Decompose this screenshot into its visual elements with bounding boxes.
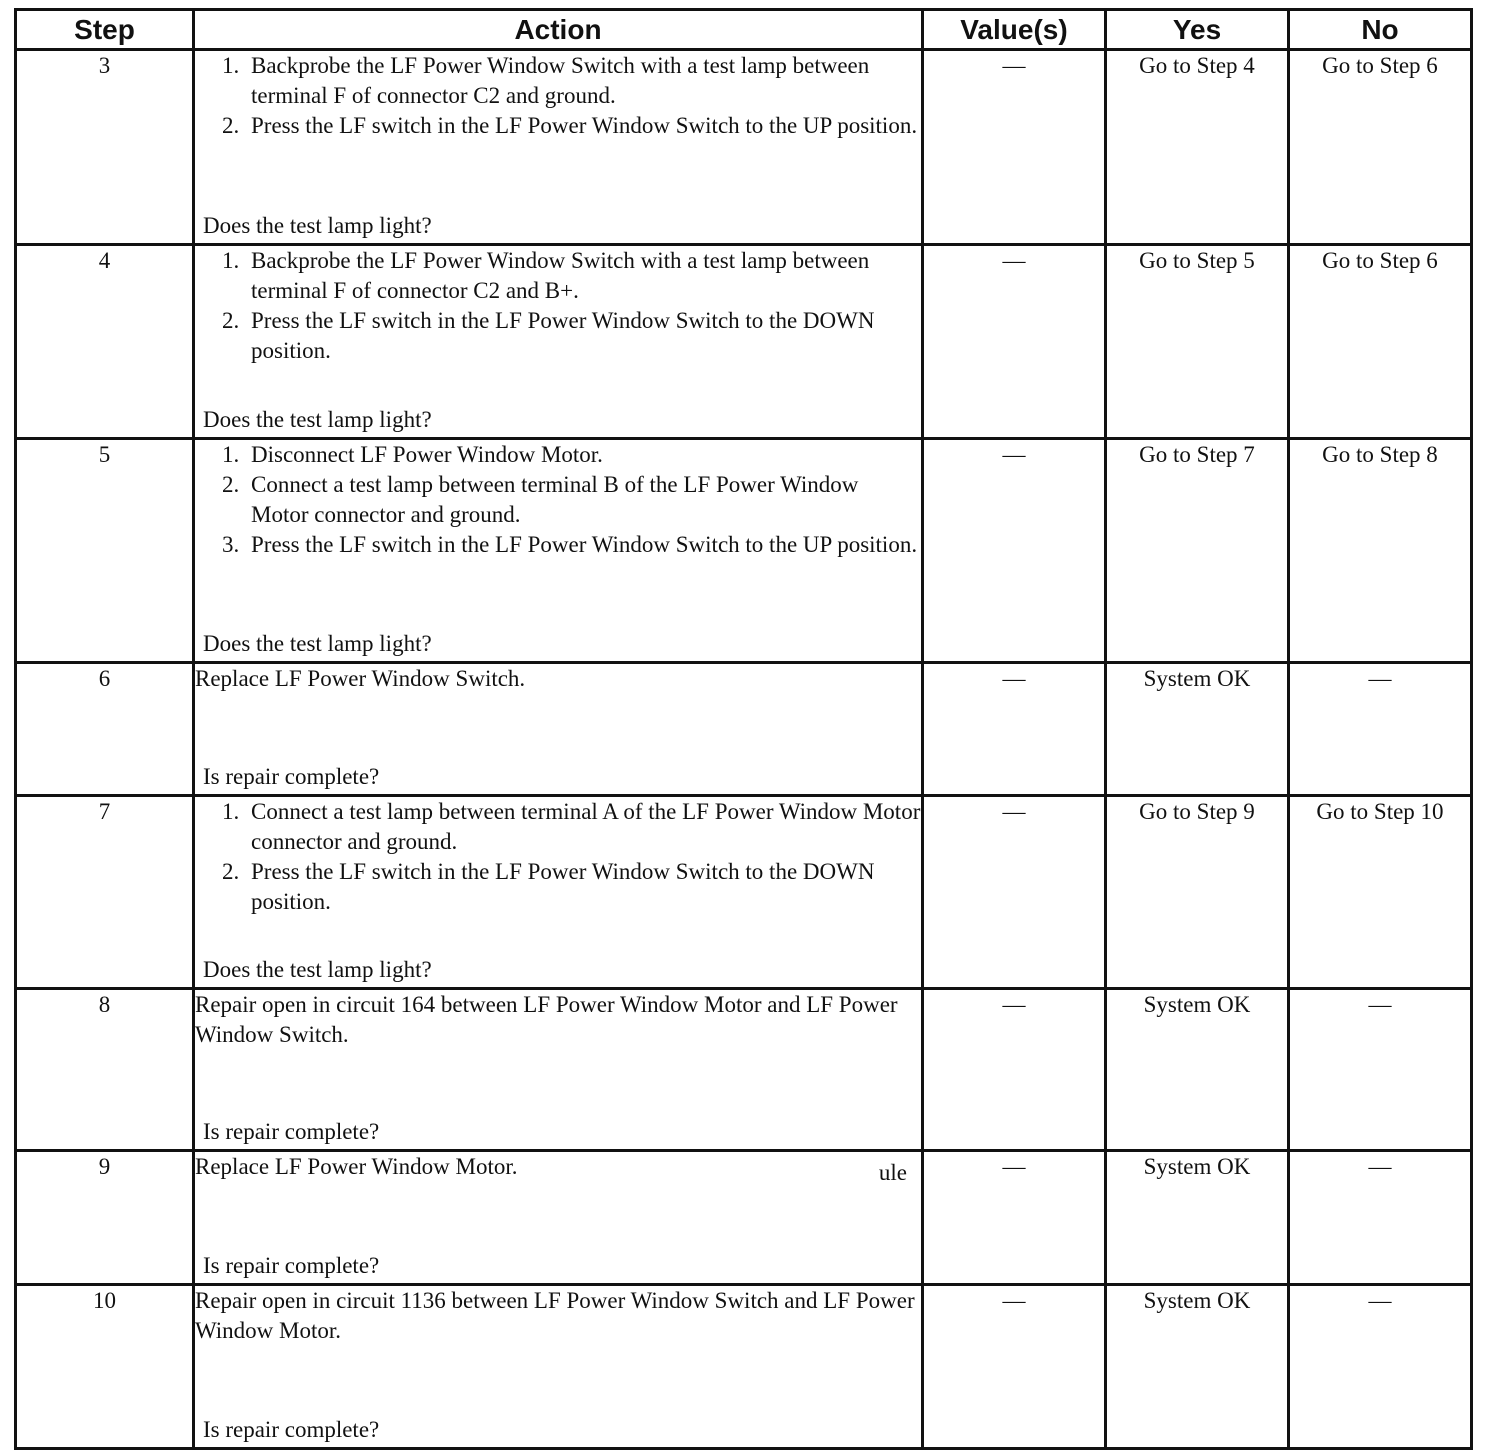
action-question: Is repair complete?	[203, 764, 380, 789]
action-question: Is repair complete?	[203, 1253, 380, 1278]
header-action: Action	[194, 10, 923, 50]
step-number: 7	[16, 796, 194, 989]
table-row	[16, 439, 1472, 663]
header-values: Value(s)	[923, 10, 1106, 50]
table-row	[16, 1151, 1472, 1285]
step-number: 3	[16, 50, 194, 245]
value-cell: —	[923, 796, 1106, 989]
action-question: Does the test lamp light?	[203, 957, 432, 982]
yes-cell: Go to Step 9	[1106, 796, 1289, 989]
action-item: 1. Backprobe the LF Power Window Switch with a test lamp between terminal F of connector C2 and ground.	[245, 51, 921, 111]
table-row	[16, 50, 1472, 245]
value-cell: —	[923, 1151, 1106, 1285]
yes-cell: Go to Step 7	[1106, 439, 1289, 663]
yes-cell: System OK	[1106, 663, 1289, 796]
value-cell: —	[923, 439, 1106, 663]
action-cell	[194, 50, 923, 245]
action-question: Is repair complete?	[203, 1417, 380, 1442]
table-row	[16, 663, 1472, 796]
action-item: 3. Press the LF switch in the LF Power Window Switch to the UP position.	[245, 530, 921, 560]
value-cell: —	[923, 1285, 1106, 1449]
header-no: No	[1289, 10, 1472, 50]
no-cell: Go to Step 6	[1289, 245, 1472, 439]
table-row	[16, 796, 1472, 989]
action-list	[195, 51, 921, 141]
action-cell	[194, 796, 923, 989]
value-cell: —	[923, 245, 1106, 439]
header-step: Step	[16, 10, 194, 50]
action-question: Is repair complete?	[203, 1119, 380, 1144]
action-question: Does the test lamp light?	[203, 631, 432, 656]
yes-cell: Go to Step 4	[1106, 50, 1289, 245]
step-number: 9	[16, 1151, 194, 1285]
value-cell: —	[923, 663, 1106, 796]
action-item: 2. Connect a test lamp between terminal B of the LF Power Window Motor connector and ground.	[245, 470, 921, 530]
no-cell: —	[1289, 989, 1472, 1151]
step-number: 10	[16, 1285, 194, 1449]
action-text: Replace LF Power Window Motor.	[195, 1154, 518, 1179]
no-cell: —	[1289, 1151, 1472, 1285]
action-question: Does the test lamp light?	[203, 213, 432, 238]
yes-cell: System OK	[1106, 1151, 1289, 1285]
no-cell: —	[1289, 1285, 1472, 1449]
action-text: Replace LF Power Window Switch.	[195, 666, 526, 691]
step-number: 5	[16, 439, 194, 663]
no-cell: Go to Step 6	[1289, 50, 1472, 245]
yes-cell: System OK	[1106, 989, 1289, 1151]
stray-text: ule	[878, 1160, 907, 1185]
header-row	[16, 10, 1472, 50]
yes-cell: System OK	[1106, 1285, 1289, 1449]
action-list	[195, 440, 921, 560]
value-cell: —	[923, 989, 1106, 1151]
step-number: 4	[16, 245, 194, 439]
action-cell	[194, 989, 923, 1151]
no-cell: Go to Step 8	[1289, 439, 1472, 663]
action-item: 1. Backprobe the LF Power Window Switch with a test lamp between terminal F of connector C2 and B+.	[245, 246, 921, 306]
no-cell: —	[1289, 663, 1472, 796]
yes-cell: Go to Step 5	[1106, 245, 1289, 439]
action-cell	[194, 1151, 923, 1285]
value-cell: —	[923, 50, 1106, 245]
action-question: Does the test lamp light?	[203, 407, 432, 432]
action-item: 2. Press the LF switch in the LF Power Window Switch to the DOWN position.	[245, 857, 921, 917]
table-row	[16, 989, 1472, 1151]
action-cell	[194, 663, 923, 796]
action-cell	[194, 1285, 923, 1449]
action-list	[195, 797, 921, 917]
action-text: Repair open in circuit 1136 between LF Power Window Switch and LF Power Window Motor.	[195, 1288, 915, 1343]
action-cell	[194, 245, 923, 439]
action-list	[195, 246, 921, 366]
table-row	[16, 245, 1472, 439]
action-item: 1. Disconnect LF Power Window Motor.	[245, 440, 921, 470]
step-number: 8	[16, 989, 194, 1151]
action-text: Repair open in circuit 164 between LF Power Window Motor and LF Power Window Switch.	[195, 992, 898, 1047]
table-row	[16, 1285, 1472, 1449]
action-item: 2. Press the LF switch in the LF Power Window Switch to the DOWN position.	[245, 306, 921, 366]
no-cell: Go to Step 10	[1289, 796, 1472, 989]
step-number: 6	[16, 663, 194, 796]
action-item: 1. Connect a test lamp between terminal A of the LF Power Window Motor connector and ground.	[245, 797, 921, 857]
header-yes: Yes	[1106, 10, 1289, 50]
action-item: 2. Press the LF switch in the LF Power Window Switch to the UP position.	[245, 111, 921, 141]
diagnostic-table	[14, 8, 1473, 1450]
action-cell	[194, 439, 923, 663]
